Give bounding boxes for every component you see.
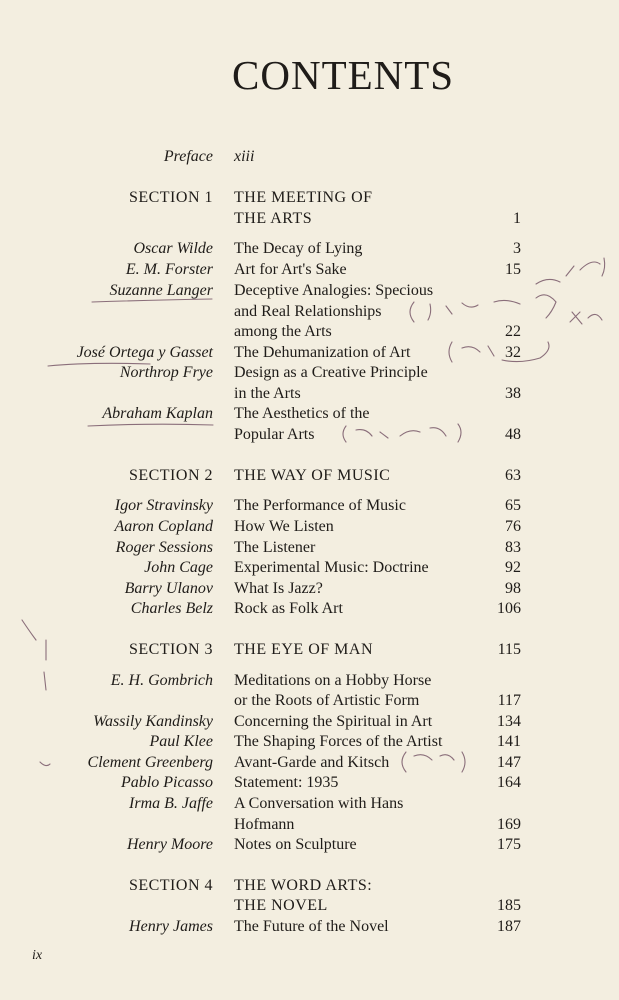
entry-page: 3 [513, 240, 521, 257]
entry-author: E. H. Gombrich [110, 672, 213, 689]
entry-title: among the Arts [234, 323, 332, 340]
entry-title: The Listener [234, 539, 316, 556]
page-title: CONTENTS [232, 52, 455, 98]
entry-page: 65 [505, 497, 521, 514]
entry-title: and Real Relationships [234, 303, 382, 320]
section-title: THE ARTS [234, 210, 313, 227]
entry-author: Irma B. Jaffe [129, 795, 213, 812]
entry-author: Pablo Picasso [121, 774, 213, 791]
section-4-heading-cont [0, 895, 619, 916]
toc-entry-cont [0, 383, 619, 404]
entry-page: 83 [505, 539, 521, 556]
section-page: 1 [513, 210, 521, 227]
toc-entry-cont [0, 814, 619, 835]
entry-title: Concerning the Spiritual in Art [234, 713, 433, 730]
toc-entry [0, 772, 619, 793]
toc-entry [0, 793, 619, 814]
toc-entry [0, 238, 619, 259]
toc-entry [0, 578, 619, 599]
entry-author: Wassily Kandinsky [93, 713, 213, 730]
section-label: SECTION 2 [128, 467, 213, 484]
entry-page: 106 [497, 600, 521, 617]
entry-author: Roger Sessions [115, 539, 213, 556]
toc-entry [0, 537, 619, 558]
entry-title: What Is Jazz? [234, 580, 323, 597]
entry-title: Meditations on a Hobby Horse [234, 672, 432, 689]
entry-title: Statement: 1935 [234, 774, 339, 791]
toc-entry-cont [0, 690, 619, 711]
toc-entry [0, 916, 619, 937]
entry-author: Oscar Wilde [133, 240, 213, 257]
folio-page-number: ix [32, 948, 43, 963]
section-title: THE NOVEL [234, 897, 328, 914]
entry-title: How We Listen [234, 518, 334, 535]
entry-title: The Decay of Lying [234, 240, 363, 257]
section-3-heading [0, 639, 619, 660]
entry-page: 98 [505, 580, 521, 597]
entry-title: The Performance of Music [234, 497, 406, 514]
preface-page: xiii [234, 148, 255, 165]
preface-row [0, 146, 619, 167]
entry-title: Notes on Sculpture [234, 836, 357, 853]
entry-author: Henry James [129, 918, 213, 935]
entry-page: 175 [497, 836, 521, 853]
entry-page: 76 [505, 518, 521, 535]
section-page: 63 [505, 467, 521, 484]
section-label: SECTION 3 [128, 641, 213, 658]
section-label: SECTION 1 [128, 189, 213, 206]
entry-author: Abraham Kaplan [102, 405, 213, 422]
section-page: 185 [497, 897, 521, 914]
entry-author: José Ortega y Gasset [76, 344, 213, 361]
toc-entry [0, 280, 619, 301]
toc-entry-cont [0, 321, 619, 342]
entry-title: Deceptive Analogies: Specious [234, 282, 434, 299]
toc-entry [0, 403, 619, 424]
entry-title: Art for Art's Sake [234, 261, 347, 278]
preface-label: Preface [163, 148, 213, 165]
entry-title: The Shaping Forces of the Artist [234, 733, 443, 750]
entry-title: A Conversation with Hans [234, 795, 404, 812]
entry-page: 92 [505, 559, 521, 576]
toc-entry [0, 752, 619, 773]
toc-entry [0, 259, 619, 280]
entry-author: E. M. Forster [125, 261, 213, 278]
section-title: THE EYE OF MAN [234, 641, 373, 658]
entry-title: or the Roots of Artistic Form [234, 692, 420, 709]
toc-entry [0, 834, 619, 855]
toc-entry [0, 516, 619, 537]
entry-title: Hofmann [234, 816, 295, 833]
entry-author: Paul Klee [149, 733, 213, 750]
entry-page: 22 [505, 323, 521, 340]
entry-title: Rock as Folk Art [234, 600, 343, 617]
section-label: SECTION 4 [128, 877, 213, 894]
entry-page: 164 [497, 774, 521, 791]
toc-entry [0, 670, 619, 691]
toc-entry [0, 711, 619, 732]
entry-title: The Aesthetics of the [234, 405, 370, 422]
entry-page: 32 [505, 344, 521, 361]
section-2-heading [0, 465, 619, 486]
entry-title: Avant-Garde and Kitsch [234, 754, 390, 771]
entry-page: 117 [497, 692, 521, 709]
toc-entry-cont [0, 301, 619, 322]
entry-page: 169 [497, 816, 521, 833]
toc-entry [0, 362, 619, 383]
section-title: THE WORD ARTS: [234, 877, 373, 894]
entry-page: 147 [497, 754, 521, 771]
entry-author: Aaron Copland [114, 518, 213, 535]
section-1-heading [0, 187, 619, 208]
entry-author: Northrop Frye [119, 364, 213, 381]
entry-author: Henry Moore [126, 836, 213, 853]
entry-title: The Dehumanization of Art [234, 344, 411, 361]
entry-author: Barry Ulanov [124, 580, 213, 597]
section-1-heading-cont [0, 208, 619, 229]
entry-page: 48 [505, 426, 521, 443]
toc-entry [0, 495, 619, 516]
section-4-heading [0, 875, 619, 896]
entry-author: Igor Stravinsky [114, 497, 213, 514]
entry-page: 141 [497, 733, 521, 750]
entry-title: in the Arts [234, 385, 301, 402]
entry-page: 15 [505, 261, 521, 278]
entry-page: 134 [497, 713, 521, 730]
toc-entry [0, 557, 619, 578]
entry-title: Popular Arts [234, 426, 315, 443]
entry-author: John Cage [144, 559, 213, 576]
toc-entry [0, 342, 619, 363]
entry-author: Suzanne Langer [109, 282, 213, 299]
section-title: THE WAY OF MUSIC [234, 467, 391, 484]
toc-entry-cont [0, 424, 619, 445]
entry-title: Experimental Music: Doctrine [234, 559, 429, 576]
toc-entry [0, 598, 619, 619]
entry-page: 38 [505, 385, 521, 402]
entry-author: Clement Greenberg [87, 754, 213, 771]
entry-page: 187 [497, 918, 521, 935]
margin-tick-1 [22, 620, 36, 640]
section-title: THE MEETING OF [234, 189, 373, 206]
entry-author: Charles Belz [130, 600, 213, 617]
entry-title: The Future of the Novel [234, 918, 389, 935]
section-page: 115 [497, 641, 521, 658]
entry-title: Design as a Creative Principle [234, 364, 428, 381]
toc-entry [0, 731, 619, 752]
